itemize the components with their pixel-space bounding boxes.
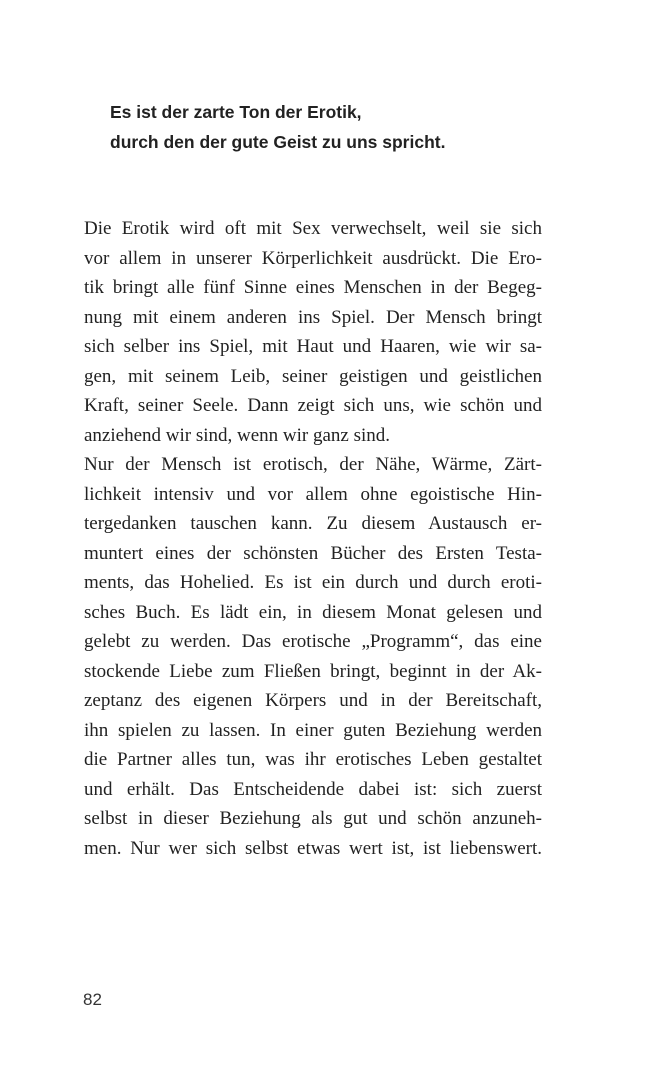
- page-number: 82: [83, 990, 102, 1009]
- body-line: und erhält. Das Entscheidende dabei ist: sich zuerst: [84, 778, 542, 800]
- body-line: ments, das Hohelied. Es ist ein durch und durch eroti-: [84, 572, 542, 593]
- body-line: tik bringt alle fünf Sinne eines Menschen in der Begeg-: [84, 277, 542, 298]
- body-line: zeptanz des eigenen Körpers und in der Bereitschaft,: [84, 690, 542, 711]
- body-text: [84, 214, 542, 863]
- epigraph-line: durch den der gute Geist zu uns spricht.: [110, 132, 446, 152]
- body-line: muntert eines der schönsten Bücher des Ersten Testa-: [84, 542, 542, 564]
- body-line: lichkeit intensiv und vor allem ohne egoistische Hin-: [84, 483, 542, 505]
- body-line: men. Nur wer sich selbst etwas wert ist, ist liebenswert.: [84, 837, 542, 859]
- body-line: gelebt zu werden. Das erotische „Programm“, das eine: [84, 631, 542, 652]
- body-line: stockende Liebe zum Fließen bringt, beginnt in der Ak-: [84, 660, 542, 682]
- body-line: gen, mit seinem Leib, seiner geistigen und geistlichen: [84, 365, 542, 387]
- body-line: selbst in dieser Beziehung als gut und schön anzuneh-: [84, 808, 542, 829]
- body-line: vor allem in unserer Körperlichkeit ausdrückt. Die Ero-: [84, 247, 542, 269]
- body-line: Kraft, seiner Seele. Dann zeigt sich uns, wie schön und: [84, 395, 542, 416]
- body-line: nung mit einem anderen ins Spiel. Der Mensch bringt: [84, 306, 542, 328]
- body-line: sich selber ins Spiel, mit Haut und Haaren, wie wir sa-: [84, 336, 542, 357]
- body-line: die Partner alles tun, was ihr erotisches Leben gestaltet: [84, 749, 542, 770]
- body-line: Die Erotik wird oft mit Sex verwechselt, weil sie sich: [84, 218, 542, 239]
- body-line: ihn spielen zu lassen. In einer guten Beziehung werden: [84, 719, 542, 741]
- body-line: anziehend wir sind, wenn wir ganz sind.: [84, 424, 391, 446]
- epigraph: [110, 97, 570, 157]
- body-line: tergedanken tauschen kann. Zu diesem Austausch er-: [84, 513, 542, 534]
- body-line: Nur der Mensch ist erotisch, der Nähe, Wärme, Zärt-: [84, 454, 542, 475]
- body-line: sches Buch. Es lädt ein, in diesem Monat gelesen und: [84, 601, 542, 623]
- epigraph-line: Es ist der zarte Ton der Erotik,: [110, 102, 362, 122]
